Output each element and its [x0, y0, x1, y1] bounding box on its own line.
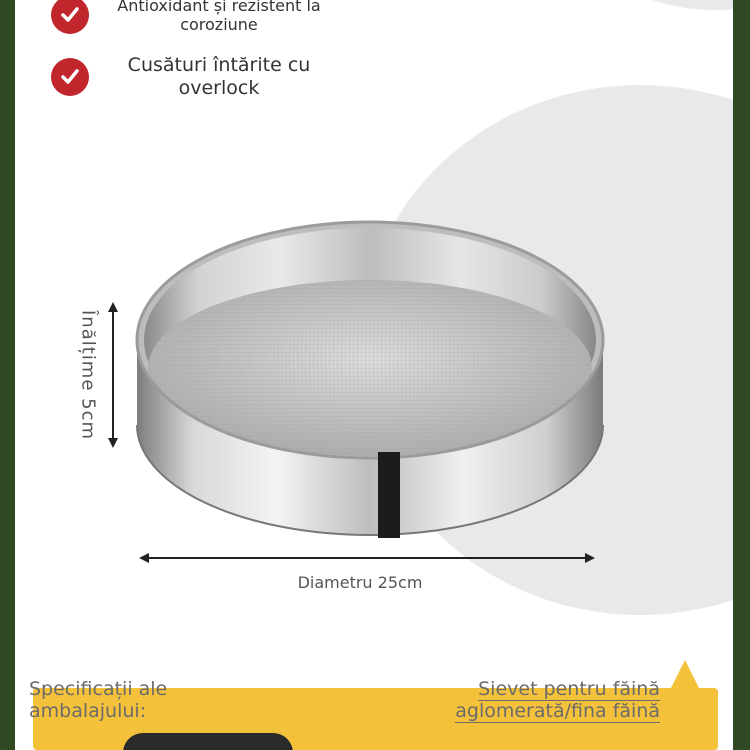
feature-text: Antioxidant și rezistent la coroziune	[117, 0, 321, 35]
check-icon	[51, 0, 89, 34]
spec-pill	[123, 733, 293, 750]
diameter-arrow-icon	[137, 548, 597, 568]
sieve-image	[105, 200, 635, 550]
feature-item	[51, 0, 339, 34]
product-canvas	[15, 0, 733, 750]
spec-product-name	[410, 679, 660, 723]
background-circle-top	[585, 0, 733, 10]
spec-label: Specificații ale ambalajului:	[29, 678, 168, 722]
feature-text: Cusături întărite cu overlock	[127, 54, 311, 99]
diameter-label: Diametru 25cm	[297, 573, 423, 592]
check-icon	[51, 58, 89, 96]
height-label: Înălțime 5cm	[77, 309, 99, 441]
spec-product-text: Sievet pentru făină aglomerată/fina făină	[455, 678, 660, 722]
feature-item	[51, 54, 339, 100]
